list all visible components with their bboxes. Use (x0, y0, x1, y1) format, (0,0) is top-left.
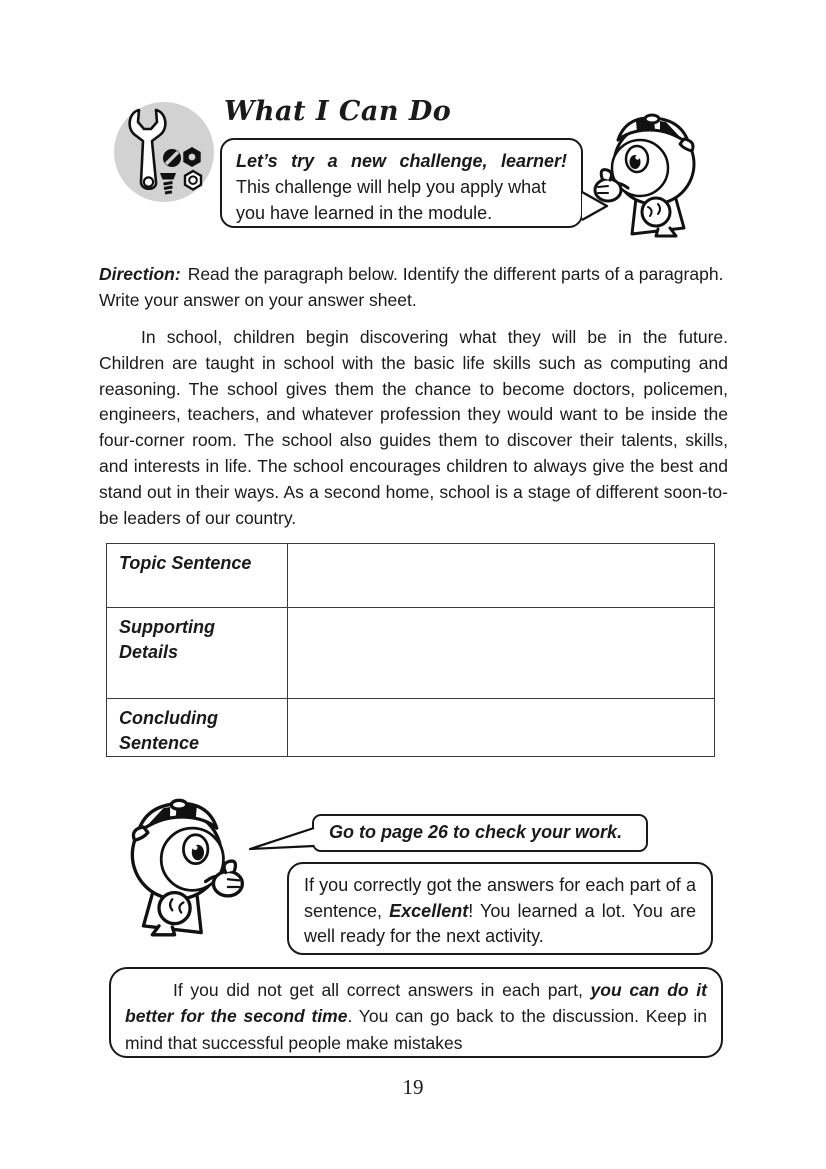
tools-icon (112, 100, 216, 204)
retry-text-emphasis: you can do it better for the second time (125, 980, 707, 1027)
direction-paragraph (99, 262, 729, 313)
retry-feedback-box (109, 967, 723, 1058)
page-title: What I Can Do (224, 96, 452, 127)
bubble-body-text: This challenge will help you apply what you have learned in the module. (236, 177, 547, 223)
answer-cell (288, 544, 715, 608)
success-feedback-bubble (287, 862, 713, 955)
table-row (107, 608, 715, 699)
check-bubble-tail-icon (246, 822, 316, 854)
retry-text-post: . You can go back to the discussion. Keep in mind that successful people make mistakes (125, 1006, 707, 1053)
page-number: 19 (402, 1075, 424, 1099)
success-text-emphasis: Excellent (389, 900, 469, 921)
paragraph-parts-table (106, 543, 715, 757)
table-row (107, 544, 715, 608)
robot-mascot-icon-bottom (112, 797, 246, 937)
reading-passage: In school, children begin discovering what they will be in the future. Children are taught in school with the basic life skills such as computing and reasoning. The school gives them the chance to become doctors, policemen, engineers, teachers, and whatever profession they would want to be inside the four-corner room. The school also guides them to discover their talents, skills, and interests in life. The school encourages children to always give the best and stand out in their ways. As a second home, school is a stage of different soon-to-be leaders of our country. (99, 327, 728, 528)
check-work-bubble: Go to page 26 to check your work. (312, 814, 648, 852)
answer-cell (288, 608, 715, 699)
challenge-speech-bubble (220, 138, 583, 228)
answer-cell (288, 699, 715, 757)
retry-text-pre: If you did not get all correct answers in each part, (173, 980, 591, 1000)
direction-label: Direction: (99, 264, 181, 284)
row-label: Supporting Details (107, 608, 288, 699)
bubble-headline: Let’s try a new challenge, learner! (236, 151, 567, 171)
row-label: Topic Sentence (107, 544, 288, 608)
success-text-pre: If you correctly got the answers for each part of a sentence, (304, 875, 696, 921)
row-label: Concluding Sentence (107, 699, 288, 757)
speech-bubble-tail-icon (579, 186, 611, 226)
table-row (107, 699, 715, 757)
success-text-post: ! You learned a lot. You are well ready for the next activity. (304, 900, 696, 946)
direction-text: Read the paragraph below. Identify the different parts of a paragraph. Write your answer on your answer sheet. (99, 264, 724, 310)
